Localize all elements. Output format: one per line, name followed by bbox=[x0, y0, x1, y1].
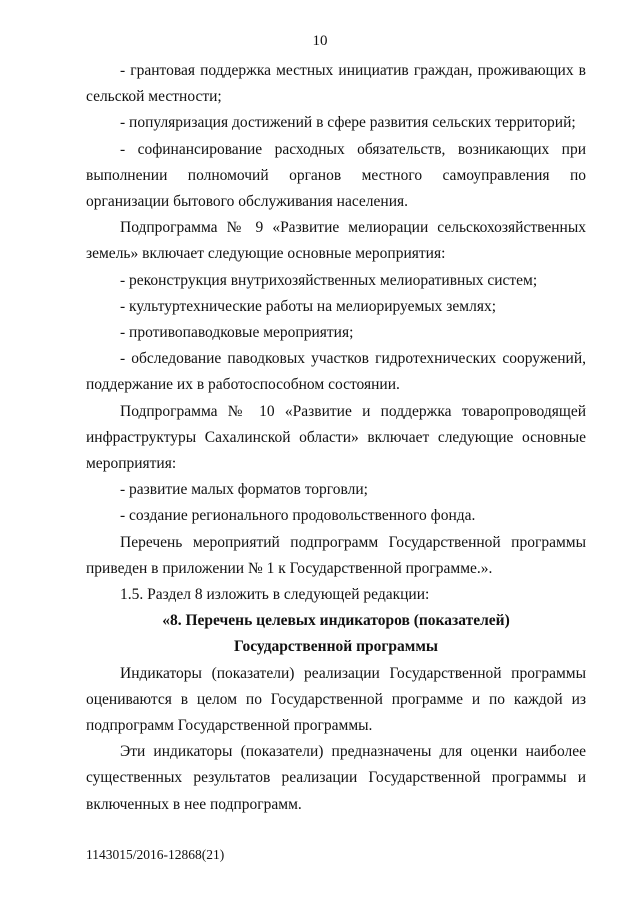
paragraph-culture-technical: - культуртехнические работы на мелиорируемых землях; bbox=[120, 297, 497, 315]
paragraph-activities-list: Перечень мероприятий подпрограмм Государственной программы приведен в приложении № 1 к Государственной программе.». bbox=[86, 533, 586, 577]
paragraph-food-fund: - создание регионального продовольственного фонда. bbox=[120, 507, 476, 525]
paragraph-grant-support: - грантовая поддержка местных инициатив граждан, проживающих в сельской местности; bbox=[86, 62, 586, 106]
section-heading-line-2: Государственной программы bbox=[234, 638, 438, 656]
page-number: 10 bbox=[312, 33, 328, 49]
paragraph-reconstruction: - реконструкция внутрихозяйственных мелиоративных систем; bbox=[120, 271, 538, 289]
paragraph-flood-survey: - обследование паводковых участков гидротехнических сооружений, поддержание их в работоспособном состоянии. bbox=[86, 350, 586, 394]
paragraph-cofinancing: - софинансирование расходных обязательств, возникающих при выполнении полномочий органов местного самоуправления по организации бытового обслуживания населения. bbox=[86, 140, 586, 211]
document-footer-code: 1143015/2016-12868(21) bbox=[86, 847, 225, 862]
paragraph-subprogram-10: Подпрограмма № 10 «Развитие и поддержка товаропроводящей инфраструктуры Сахалинской области» включает следующие основные мероприятия: bbox=[86, 402, 586, 473]
paragraph-indicators-purpose: Эти индикаторы (показатели) предназначены для оценки наиболее существенных результатов реализации Государственной программы и включенных в нее подпрограмм. bbox=[86, 743, 586, 813]
paragraph-subprogram-9: Подпрограмма № 9 «Развитие мелиорации сельскохозяйственных земель» включает следующие основные мероприятия: bbox=[86, 219, 586, 263]
section-heading-line-1: «8. Перечень целевых индикаторов (показателей) bbox=[162, 612, 510, 630]
paragraph-indicators-evaluation: Индикаторы (показатели) реализации Государственной программы оцениваются в целом по Государственной программе и по каждой из подпрограмм Государственной программы. bbox=[86, 664, 586, 735]
paragraph-popularization: - популяризация достижений в сфере развития сельских территорий; bbox=[120, 114, 576, 132]
document-body bbox=[86, 58, 586, 818]
paragraph-flood-protection: - противопаводковые мероприятия; bbox=[120, 324, 354, 342]
paragraph-section-8-amendment: 1.5. Раздел 8 изложить в следующей редакции: bbox=[120, 586, 430, 604]
paragraph-small-formats: - развитие малых форматов торговли; bbox=[120, 481, 368, 499]
